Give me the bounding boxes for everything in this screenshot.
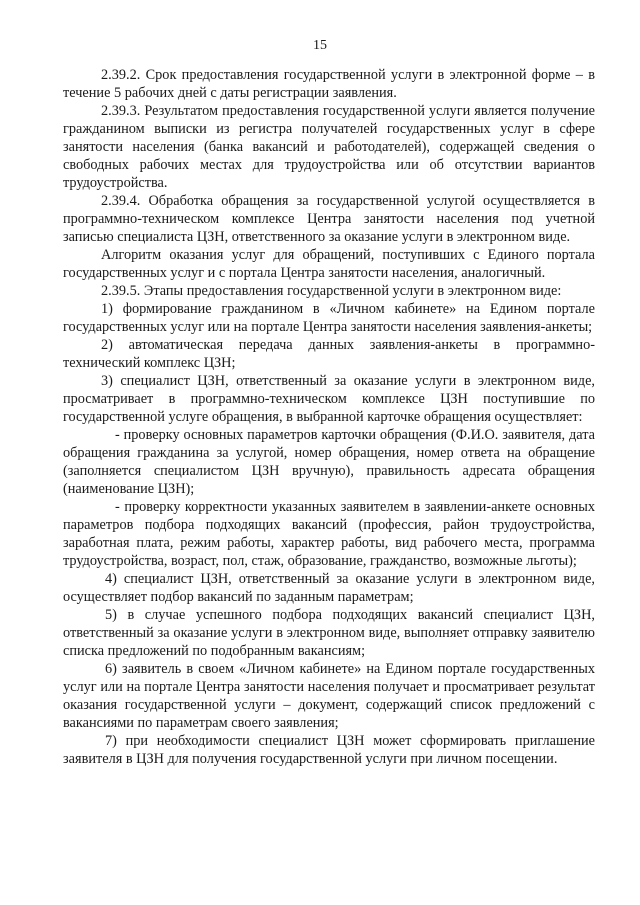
paragraph-2-39-5: 2.39.5. Этапы предоставления государственной услуги в электронном виде: — [101, 283, 562, 299]
step-4: 4) специалист ЦЗН, ответственный за оказание услуги в электронном виде, осуществляет подбор вакансий по заданным параметрам; — [63, 571, 595, 605]
step-1: 1) формирование гражданином в «Личном кабинете» на Едином портале государственных услуг или на портале Центра занятости населения заявления-анкеты; — [63, 301, 595, 335]
paragraph-2-39-4: 2.39.4. Обработка обращения за государственной услугой осуществляется в программно-техническом комплексе Центра занятости населения под учетной записью специалиста ЦЗН, ответственного за оказание услуги в электронном виде. — [63, 193, 595, 245]
step-7: 7) при необходимости специалист ЦЗН может сформировать приглашение заявителя в ЦЗН для получения государственной услуги при личном посещении. — [63, 733, 595, 767]
page-number: 15 — [313, 38, 327, 53]
document-body — [63, 66, 595, 768]
step-6: 6) заявитель в своем «Личном кабинете» на Едином портале государственных услуг или на портале Центра занятости населения получает и просматривает результат оказания государственной услуги – документ, содержащий список предложений с вакансиями по параметрам своего заявления; — [63, 661, 595, 731]
paragraph-2-39-2: 2.39.2. Срок предоставления государственной услуги в электронной форме – в течение 5 рабочих дней с даты регистрации заявления. — [63, 67, 595, 101]
step-2: 2) автоматическая передача данных заявления-анкеты в программно-технический комплекс ЦЗН; — [63, 337, 595, 371]
step-5: 5) в случае успешного подбора подходящих вакансий специалист ЦЗН, ответственный за оказание услуги в электронном виде, выполняет отправку заявителю списка предложений по подобранным вакансиям; — [63, 607, 595, 659]
step-3-bullet-2: - проверку корректности указанных заявителем в заявлении-анкете основных параметров подбора подходящих вакансий (профессия, район трудоустройства, заработная плата, режим работы, характер работы, вид рабочего места, программа трудоустройства, возраст, пол, стаж, образование, гражданство, возможные льготы); — [63, 499, 595, 569]
paragraph-2-39-3: 2.39.3. Результатом предоставления государственной услуги является получение гражданином выписки из регистра получателей государственных услуг в сфере занятости населения (банка вакансий и работодателей), содержащей сведения о свободных рабочих местах для трудоустройства или об отсутствии вариантов трудоустройства. — [63, 103, 595, 191]
step-3-bullet-1: - проверку основных параметров карточки обращения (Ф.И.О. заявителя, дата обращения гражданина за услугой, номер обращения, номер ответа на обращение (заполняется специалистом ЦЗН вручную), правильность адресата обращения (наименование ЦЗН); — [63, 427, 595, 497]
paragraph-algorithm: Алгоритм оказания услуг для обращений, поступивших с Единого портала государственных услуг и с портала Центра занятости населения, аналогичный. — [63, 247, 595, 281]
step-3: 3) специалист ЦЗН, ответственный за оказание услуги в электронном виде, просматривает в программно-техническом комплексе ЦЗН поступившие по государственной услуге обращения, в выбранной карточке обращения осуществляет: — [63, 373, 595, 425]
